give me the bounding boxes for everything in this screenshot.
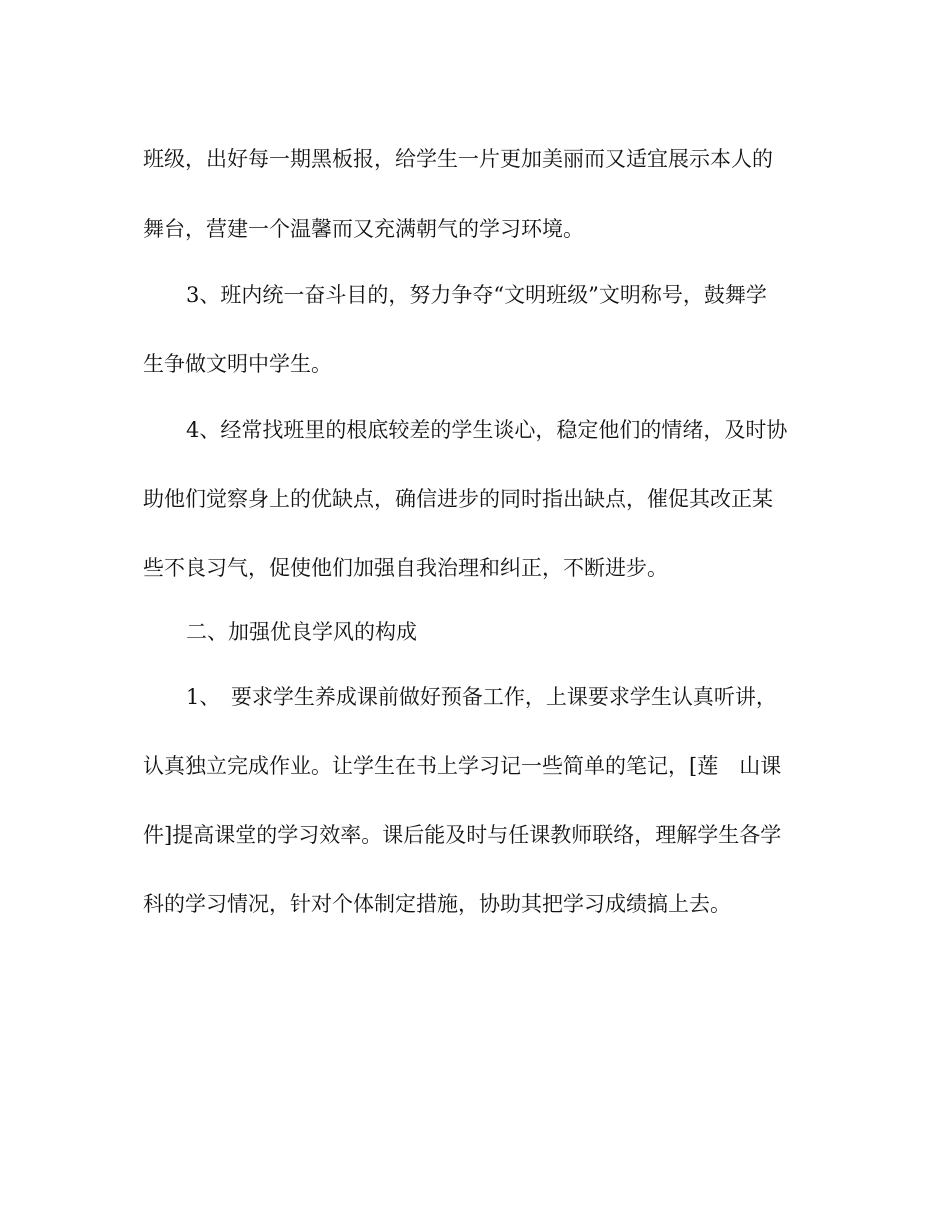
paragraph-line: 些不良习气，促使他们加强自我治理和纠正，不断进步。 [143, 556, 668, 580]
paragraph-line: 班级，出好每一期黑板报，给学生一片更加美丽而又适宜展示本人的 [143, 147, 773, 171]
paragraph-line: 3、班内统一奋斗目的，努力争夺“文明班级”文明称号，鼓舞学 [186, 283, 767, 307]
paragraph-line: 认真独立完成作业。让学生在书上学习记一些简单的笔记，[莲 山课 [143, 754, 782, 778]
paragraph-line: 1、 要求学生养成课前做好预备工作，上课要求学生认真听讲， [186, 685, 777, 709]
paragraph-line: 助他们觉察身上的优缺点，确信进步的同时指出缺点，催促其改正某 [143, 487, 773, 511]
paragraph-line: 科的学习情况，针对个体制定措施，协助其把学习成绩搞上去。 [143, 892, 731, 916]
paragraph-line: 4、经常找班里的根底较差的学生谈心，稳定他们的情绪，及时协 [186, 418, 788, 442]
paragraph-line: 舞台，营建一个温馨而又充满朝气的学习环境。 [143, 217, 584, 241]
paragraph-line: 件]提高课堂的学习效率。课后能及时与任课教师联络，理解学生各学 [143, 823, 782, 847]
section-heading: 二、加强优良学风的构成 [186, 620, 417, 644]
paragraph-line: 生争做文明中学生。 [143, 352, 332, 376]
